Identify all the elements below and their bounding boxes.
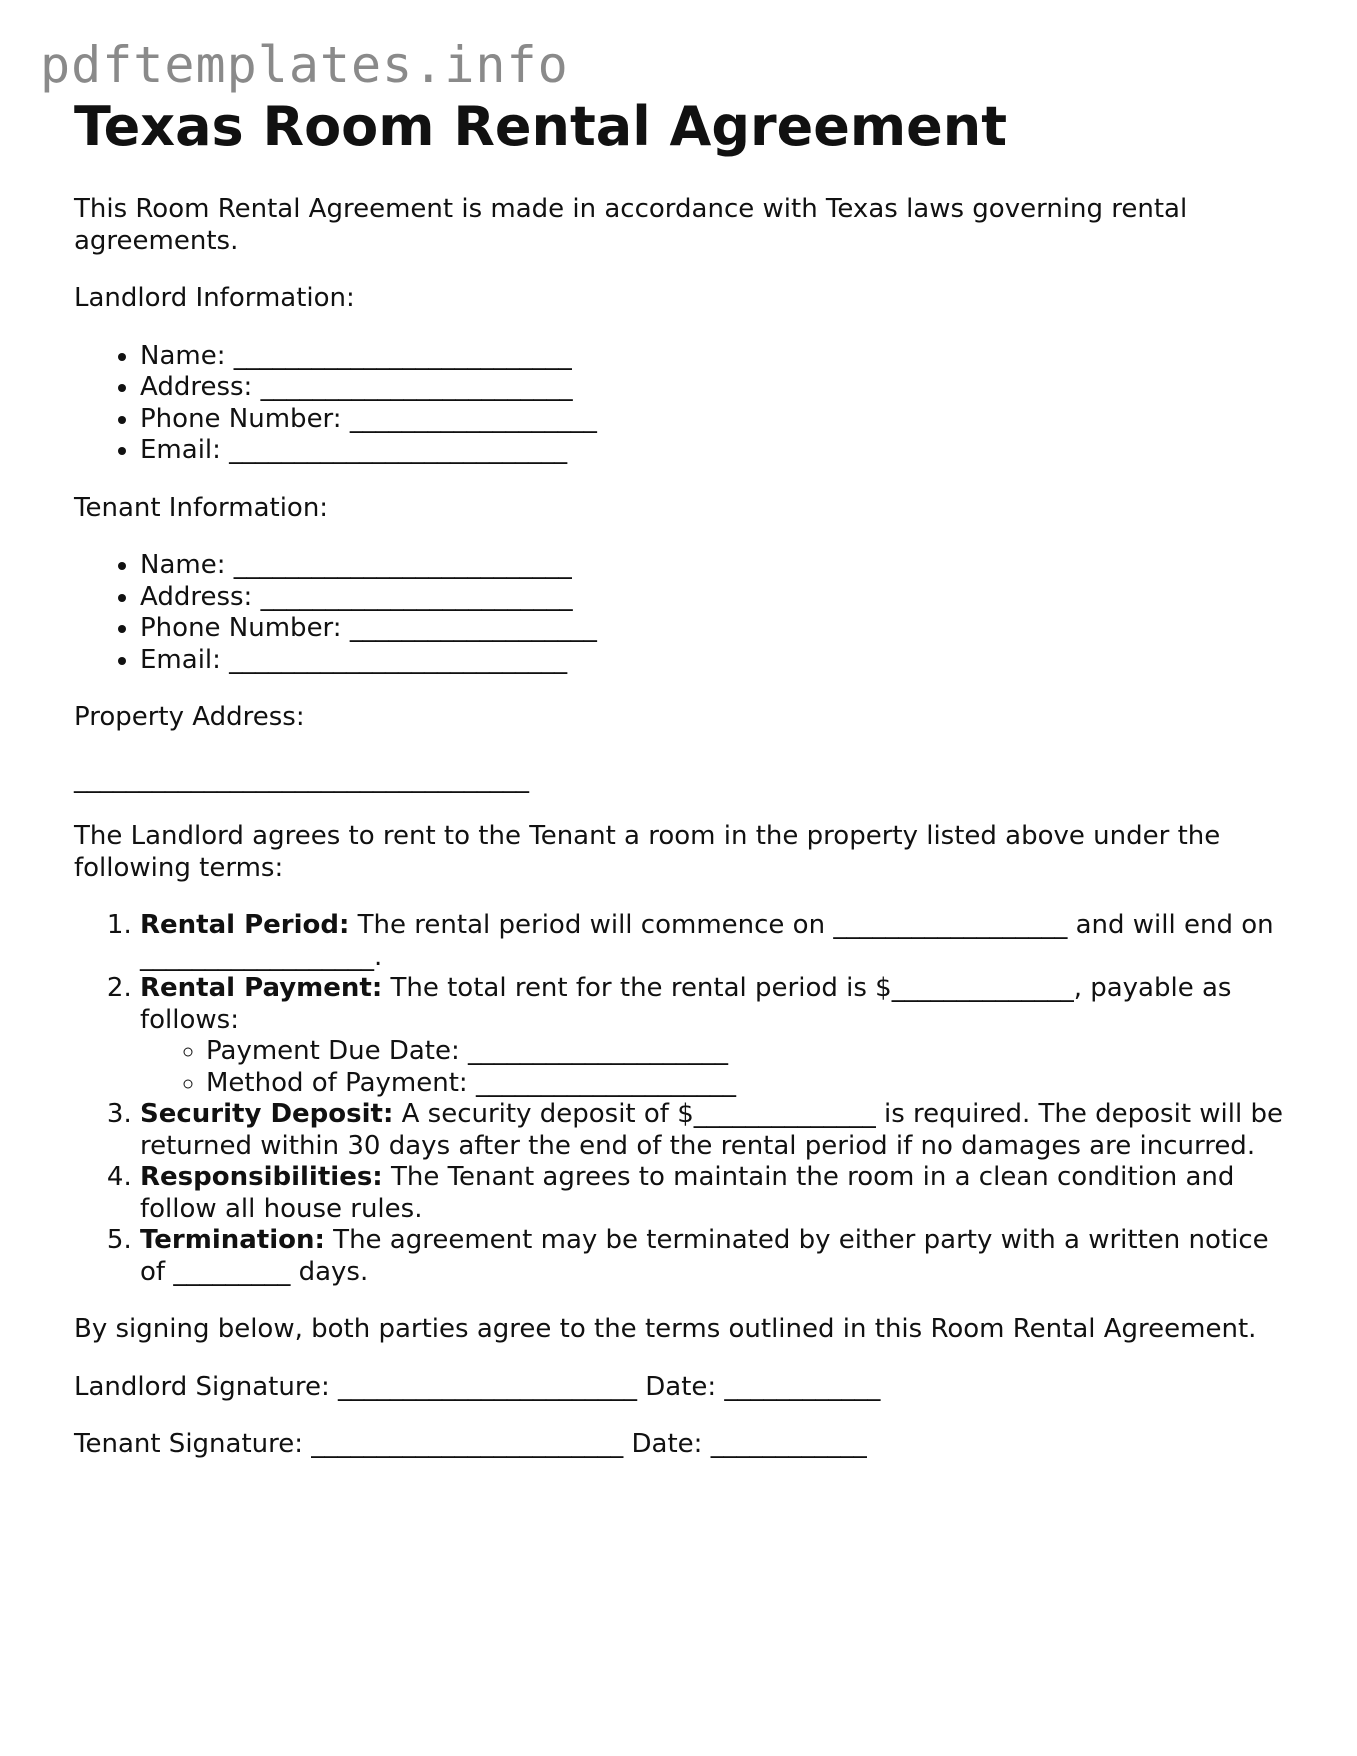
- term-label: Security Deposit:: [140, 1099, 394, 1129]
- term-label: Responsibilities:: [140, 1162, 383, 1192]
- terms-list: [74, 910, 1294, 1288]
- term-text: The agreement may be terminated by either party with a written notice of _________ days.: [140, 1225, 1269, 1287]
- landlord-email-field: • Email: __________________________: [140, 435, 1294, 467]
- closing-paragraph: By signing below, both parties agree to the terms outlined in this Room Rental Agreement.: [74, 1314, 1257, 1344]
- document-title: Texas Room Rental Agreement: [74, 95, 1008, 158]
- landlord-heading: Landlord Information:: [74, 283, 355, 313]
- landlord-info-list: [74, 341, 1294, 467]
- term-text: The total rent for the rental period is $______________, payable as follows:: [140, 973, 1232, 1035]
- term-text: The rental period will commence on __________________ and will end on __________________.: [140, 910, 1274, 972]
- landlord-phone-field: • Phone Number: ___________________: [140, 404, 1294, 436]
- term-label: Rental Payment:: [140, 973, 383, 1003]
- tenant-heading: Tenant Information:: [74, 492, 329, 523]
- term-label: Termination:: [140, 1225, 325, 1255]
- payment-sub-list: [140, 1036, 1294, 1099]
- tenant-signature-line: Tenant Signature: ________________________ Date: ____________: [74, 1429, 867, 1459]
- document-page: [74, 96, 1294, 1487]
- landlord-name-field: • Name: __________________________: [140, 341, 1294, 373]
- term-termination: [140, 1225, 1294, 1288]
- term-rental-payment: [140, 973, 1294, 1099]
- landlord-signature-line: Landlord Signature: _______________________ Date: ____________: [74, 1371, 881, 1402]
- term-security-deposit: [140, 1099, 1294, 1162]
- watermark: pdftemplates.info: [40, 36, 569, 94]
- term-text: The Tenant agrees to maintain the room in a clean condition and follow all house rules.: [140, 1162, 1235, 1224]
- payment-due-date-field: ◦ Payment Due Date: ____________________: [206, 1036, 1294, 1068]
- term-responsibilities: [140, 1162, 1294, 1225]
- term-rental-period: [140, 910, 1294, 973]
- tenant-info-list: [74, 550, 1294, 676]
- tenant-phone-field: • Phone Number: ___________________: [140, 613, 1294, 645]
- terms-intro: The Landlord agrees to rent to the Tenant a room in the property listed above under the following terms:: [74, 821, 1221, 883]
- intro-paragraph: This Room Rental Agreement is made in accordance with Texas laws governing rental agreements.: [74, 194, 1188, 256]
- payment-method-field: ◦ Method of Payment: ____________________: [206, 1068, 1294, 1100]
- term-text: A security deposit of $______________ is required. The deposit will be returned within 30 days after the end of the rental period if no damages are incurred.: [140, 1099, 1283, 1161]
- landlord-address-field: • Address: ________________________: [140, 372, 1294, 404]
- property-address-blank: ___________________________________: [74, 763, 529, 794]
- tenant-address-field: • Address: ________________________: [140, 582, 1294, 614]
- tenant-name-field: • Name: __________________________: [140, 550, 1294, 582]
- term-label: Rental Period:: [140, 910, 350, 940]
- tenant-email-field: • Email: __________________________: [140, 645, 1294, 677]
- property-heading: Property Address:: [74, 702, 305, 732]
